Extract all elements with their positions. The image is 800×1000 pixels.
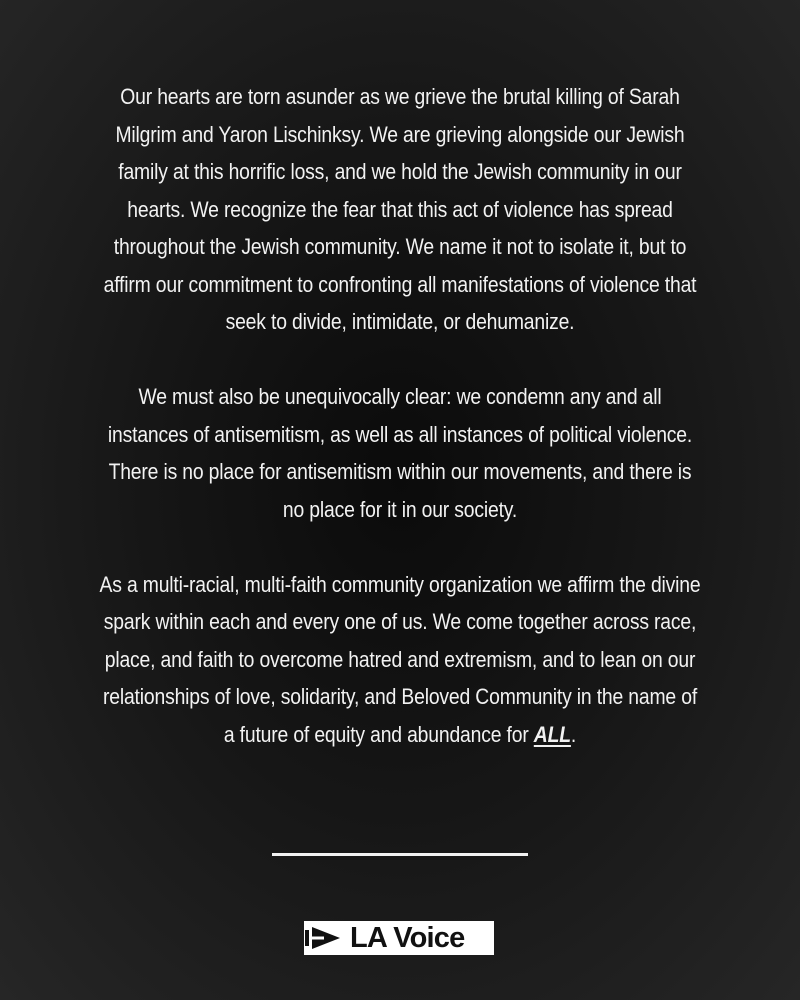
statement-body: [99, 78, 701, 753]
logo-wordmark: LA Voice: [350, 922, 465, 954]
la-voice-arrow-icon: [304, 921, 348, 955]
divider-line: [272, 853, 528, 856]
statement-paragraph-3-text: As a multi-racial, multi-faith community organization we affirm the divine spark within each and every one of us. We come together across race, place, and faith to overcome hatred and extremism, and to lean on our relationships of love, solidarity, and Beloved Community in the name of a future of equity and abundance for: [99, 571, 701, 747]
statement-paragraph-2: We must also be unequivocally clear: we condemn any and all instances of antisemitism, as well as all instances of political violence. There is no place for antisemitism within our movements, and there is no place for it in our society.: [107, 384, 693, 522]
la-voice-logo: [304, 921, 494, 955]
statement-paragraph-1: Our hearts are torn asunder as we grieve the brutal killing of Sarah Milgrim and Yaron Lischinksy. We are grieving alongside our Jewish family at this horrific loss, and we hold the Jewish community in our hearts. We recognize the fear that this act of violence has spread throughout the Jewish community. We name it not to isolate it, but to affirm our commitment to confronting all manifestations of violence that seek to divide, intimidate, or dehumanize.: [103, 84, 697, 334]
emphasis-all: ALL: [533, 721, 571, 747]
statement-paragraph-3: [99, 566, 701, 754]
statement-paragraph-3-end: .: [570, 721, 577, 747]
